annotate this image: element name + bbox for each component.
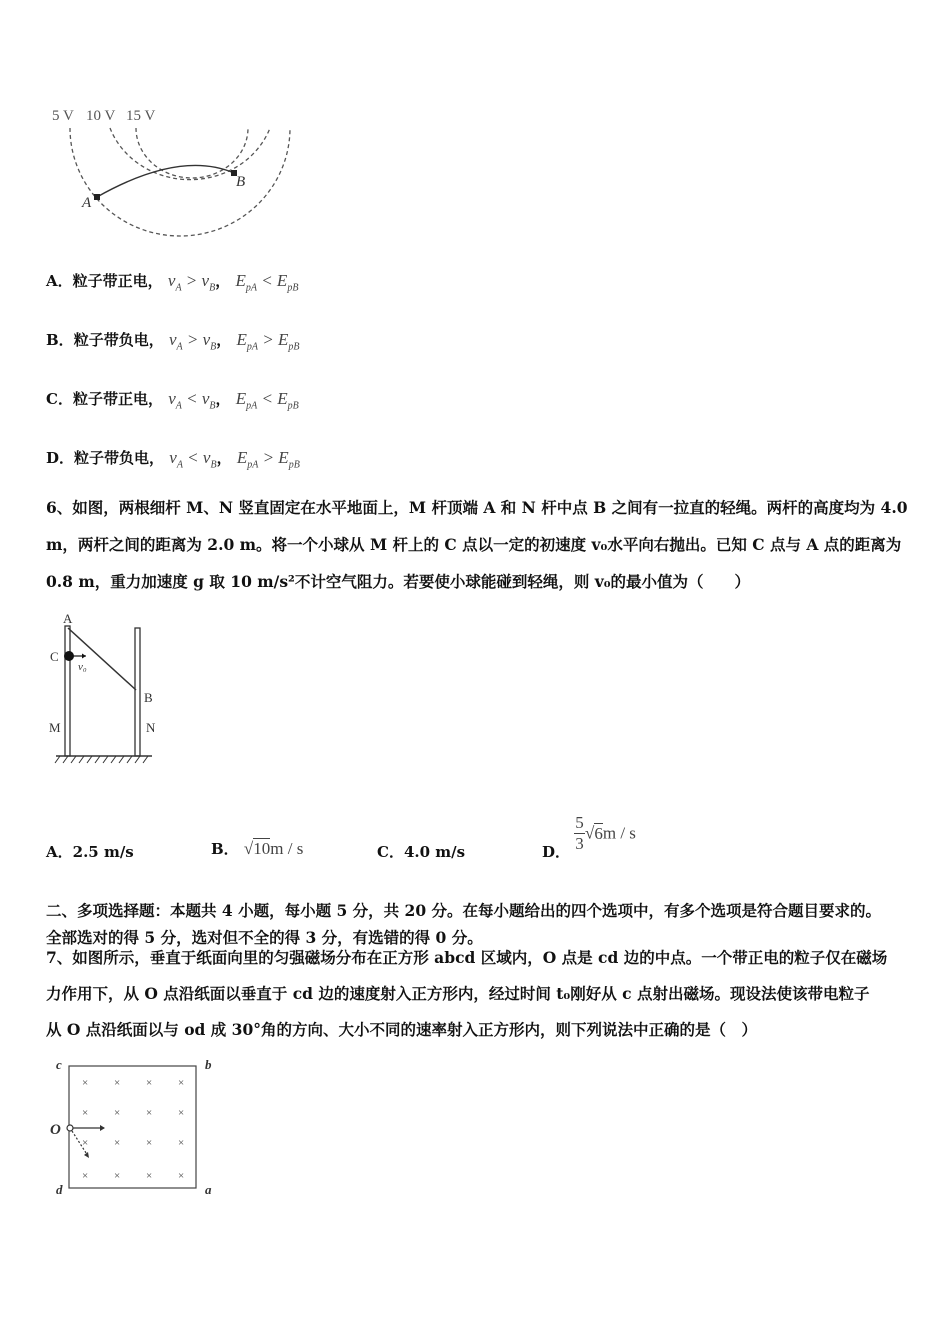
magnetic-field-diagram [48, 1055, 228, 1203]
voltage-label-15: 15 V [126, 108, 156, 124]
q6-question [46, 489, 916, 600]
point-b-label: B [236, 174, 246, 190]
energy-relation: $E_{pA} < E_{pB}$ [235, 389, 299, 412]
field-crosses [82, 1077, 184, 1182]
field-cross: × [146, 1170, 153, 1182]
separator: ， [215, 272, 231, 290]
label-o: O [50, 1122, 61, 1138]
option-letter: C． [46, 390, 73, 408]
field-cross: × [82, 1077, 89, 1089]
q6-option-a[interactable] [46, 841, 134, 862]
velocity-relation: $v_A > v_B$ [167, 271, 216, 294]
field-cross: × [114, 1107, 121, 1119]
field-cross: × [114, 1137, 121, 1149]
equipotential-line-5v [70, 128, 290, 236]
equipotential-figure [40, 100, 310, 245]
label-b: b [205, 1057, 212, 1072]
q6-figure [46, 608, 166, 773]
energy-relation: $E_{pA} > E_{pB}$ [236, 448, 300, 471]
label-c: c [56, 1057, 62, 1072]
label-v0: v₀ [78, 661, 87, 673]
option-text: 粒子带正电， [72, 390, 163, 408]
option-value: 4.0 m/s [403, 843, 466, 861]
option-letter: B． [211, 840, 239, 858]
field-cross: × [146, 1107, 153, 1119]
q5-option-d[interactable] [46, 447, 300, 470]
option-text: 粒子带负电， [74, 449, 165, 467]
q6-line-3: 0.8 m，重力加速度 g 取 10 m/s²不计空气阻力。若要使小球能碰到轻绳，则 v₀的最小值为（ ） [46, 572, 751, 591]
field-cross: × [82, 1170, 89, 1182]
voltage-label-10: 10 V [86, 108, 116, 124]
field-cross: × [178, 1077, 185, 1089]
rod-n [135, 628, 140, 756]
sqrt-expression: √10m / s [243, 839, 304, 858]
velocity-arrowhead [82, 654, 86, 659]
option-letter: D． [46, 449, 75, 467]
option-letter: D． [542, 843, 571, 861]
q6-option-d[interactable] [542, 841, 570, 862]
fraction-expression: $\frac{5}{3}$ √6m / s [575, 813, 636, 853]
velocity-relation: $v_A > v_B$ [168, 330, 217, 353]
field-cross: × [114, 1170, 121, 1182]
fraction-denominator: 3 [575, 834, 584, 853]
q6-option-b[interactable] [211, 838, 303, 859]
option-letter: B． [46, 331, 74, 349]
field-cross: × [178, 1107, 185, 1119]
field-cross: × [178, 1170, 185, 1182]
q6-line-2: m，两杆之间的距离为 2.0 m。将一个小球从 M 杆上的 C 点以一定的初速度 v₀水平向右抛出。已知 C 点与 A 点的距离为 [46, 535, 902, 554]
energy-relation: $E_{pA} < E_{pB}$ [235, 271, 299, 294]
field-cross: × [146, 1137, 153, 1149]
option-letter: A． [46, 843, 73, 861]
point-a-label: A [82, 195, 92, 211]
separator: ， [215, 390, 231, 408]
label-m: M [49, 720, 61, 735]
point-a-marker [94, 194, 100, 200]
arrowhead [84, 1152, 89, 1158]
separator: ， [216, 449, 232, 467]
label-a: a [205, 1182, 212, 1197]
rods-diagram [46, 608, 166, 773]
rod-m [65, 626, 70, 756]
energy-relation: $E_{pA} > E_{pB}$ [236, 330, 300, 353]
q6-option-c[interactable] [377, 841, 465, 862]
rope [68, 628, 136, 690]
label-a: A [63, 611, 73, 626]
field-cross: × [146, 1077, 153, 1089]
label-b: B [144, 690, 153, 705]
label-d: d [56, 1182, 63, 1197]
label-c: C [50, 649, 59, 664]
q6-line-1: 6、如图，两根细杆 M、N 竖直固定在水平地面上，M 杆顶端 A 和 N 杆中点 B 之间有一拉直的轻绳。两杆的高度均为 4.0 [46, 498, 908, 517]
q7-figure [48, 1055, 228, 1203]
equipotential-line-10v [110, 128, 270, 180]
option-text: 粒子带正电， [72, 272, 163, 290]
option-letter: A． [46, 272, 73, 290]
field-cross: × [82, 1107, 89, 1119]
voltage-label-5: 5 V [52, 108, 74, 124]
q7-line-3: 从 O 点沿纸面以与 od 成 30°角的方向、大小不同的速率射入正方形内，则下列说法中正确的是（ ） [46, 1020, 757, 1039]
q7-line-1: 7、如图所示，垂直于纸面向里的匀强磁场分布在正方形 abcd 区域内，O 点是 cd 边的中点。一个带正电的粒子仅在磁场 [46, 948, 888, 967]
q7-line-2: 力作用下，从 O 点沿纸面以垂直于 cd 边的速度射入正方形内，经过时间 t₀刚好从 c 点射出磁场。现设法使该带电粒子 [46, 984, 870, 1003]
point-o-marker [67, 1125, 73, 1131]
fraction-numerator: 5 [575, 813, 584, 832]
separator: ， [216, 331, 232, 349]
field-cross: × [178, 1137, 185, 1149]
q5-option-a[interactable] [46, 270, 298, 293]
field-cross: × [114, 1077, 121, 1089]
q7-question [46, 940, 916, 1048]
option-value: 2.5 m/s [72, 843, 134, 861]
section-2-line-1: 二、多项选择题：本题共 4 小题，每小题 5 分，共 20 分。在每小题给出的四个选项中，有多个选项是符合题目要求的。 [46, 901, 882, 920]
ground-hatching [55, 756, 148, 763]
label-n: N [146, 720, 156, 735]
option-letter: C． [377, 843, 404, 861]
arrowhead [100, 1125, 105, 1131]
option-text: 粒子带负电， [73, 331, 164, 349]
q5-option-b[interactable] [46, 329, 299, 352]
particle-trajectory [97, 165, 234, 197]
velocity-relation: $v_A < v_B$ [168, 389, 216, 412]
q5-option-c[interactable] [46, 388, 299, 411]
equipotential-diagram [40, 100, 310, 245]
field-cross: × [82, 1137, 89, 1149]
velocity-relation: $v_A < v_B$ [169, 448, 217, 471]
section-2-line-2: 全部选对的得 5 分，选对但不全的得 3 分，有选错的得 0 分。 [46, 928, 483, 947]
